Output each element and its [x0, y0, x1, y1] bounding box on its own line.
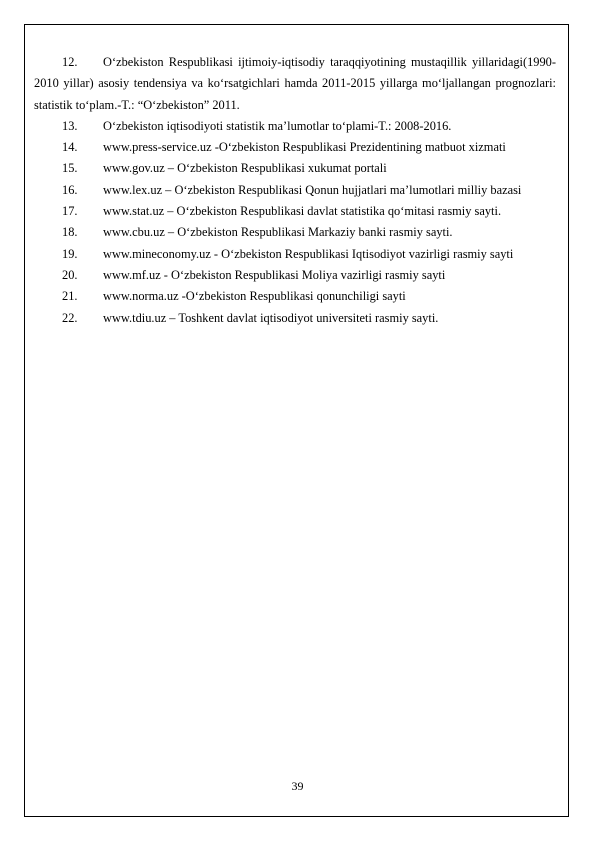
reference-item-13 — [34, 116, 556, 137]
reference-item-21 — [34, 286, 556, 307]
reference-text: www.mineconomy.uz - O‘zbekiston Respublikasi Iqtisodiyot vazirligi rasmiy sayti — [103, 246, 514, 261]
reference-item-22 — [34, 308, 556, 329]
reference-text: www.lex.uz – O‘zbekiston Respublikasi Qonun hujjatlari ma’lumotlari milliy bazasi — [103, 182, 522, 197]
reference-number: 15. — [62, 161, 78, 176]
reference-item-20 — [34, 265, 556, 286]
reference-text: www.norma.uz -O‘zbekiston Respublikasi qonunchiligi sayti — [103, 289, 406, 304]
reference-text: www.tdiu.uz – Toshkent davlat iqtisodiyot universiteti rasmiy sayti. — [103, 310, 439, 325]
reference-item-12 — [34, 52, 556, 116]
reference-number: 20. — [62, 267, 78, 282]
reference-item-14 — [34, 137, 556, 158]
reference-item-19 — [34, 244, 556, 265]
reference-item-15 — [34, 158, 556, 179]
reference-number: 18. — [62, 225, 78, 240]
reference-list — [34, 52, 556, 329]
reference-text: www.gov.uz – O‘zbekiston Respublikasi xukumat portali — [103, 161, 387, 176]
reference-number: 16. — [62, 182, 78, 197]
reference-number: 19. — [62, 246, 78, 261]
reference-number: 14. — [62, 140, 78, 155]
reference-text: O‘zbekiston Respublikasi ijtimoiy-iqtisodiy taraqqiyotining mustaqillik yillaridagi(1990-2010 yillar) asosiy tendensiya va ko‘rsatgichlari hamda 2011-2015 yillarga mo‘ljallangan prognozlari: statistik to‘plam.-T.: “O‘zbekiston” 2011. — [34, 55, 556, 112]
reference-text: O‘zbekiston iqtisodiyoti statistik ma’lumotlar to‘plami-T.: 2008-2016. — [103, 118, 452, 133]
reference-item-17 — [34, 201, 556, 222]
reference-item-18 — [34, 222, 556, 243]
reference-number: 22. — [62, 310, 78, 325]
reference-number: 13. — [62, 118, 78, 133]
reference-number: 12. — [62, 55, 78, 69]
reference-text: www.mf.uz - O‘zbekiston Respublikasi Moliya vazirligi rasmiy sayti — [103, 267, 446, 282]
reference-text: www.press-service.uz -O‘zbekiston Respublikasi Prezidentining matbuot xizmati — [103, 140, 506, 155]
page-number: 39 — [291, 779, 304, 793]
reference-text: www.stat.uz – O‘zbekiston Respublikasi davlat statistika qo‘mitasi rasmiy sayti. — [103, 204, 502, 219]
reference-text: www.cbu.uz – O‘zbekiston Respublikasi Markaziy banki rasmiy sayti. — [103, 225, 453, 240]
reference-number: 17. — [62, 204, 78, 219]
reference-item-16 — [34, 180, 556, 201]
reference-number: 21. — [62, 289, 78, 304]
